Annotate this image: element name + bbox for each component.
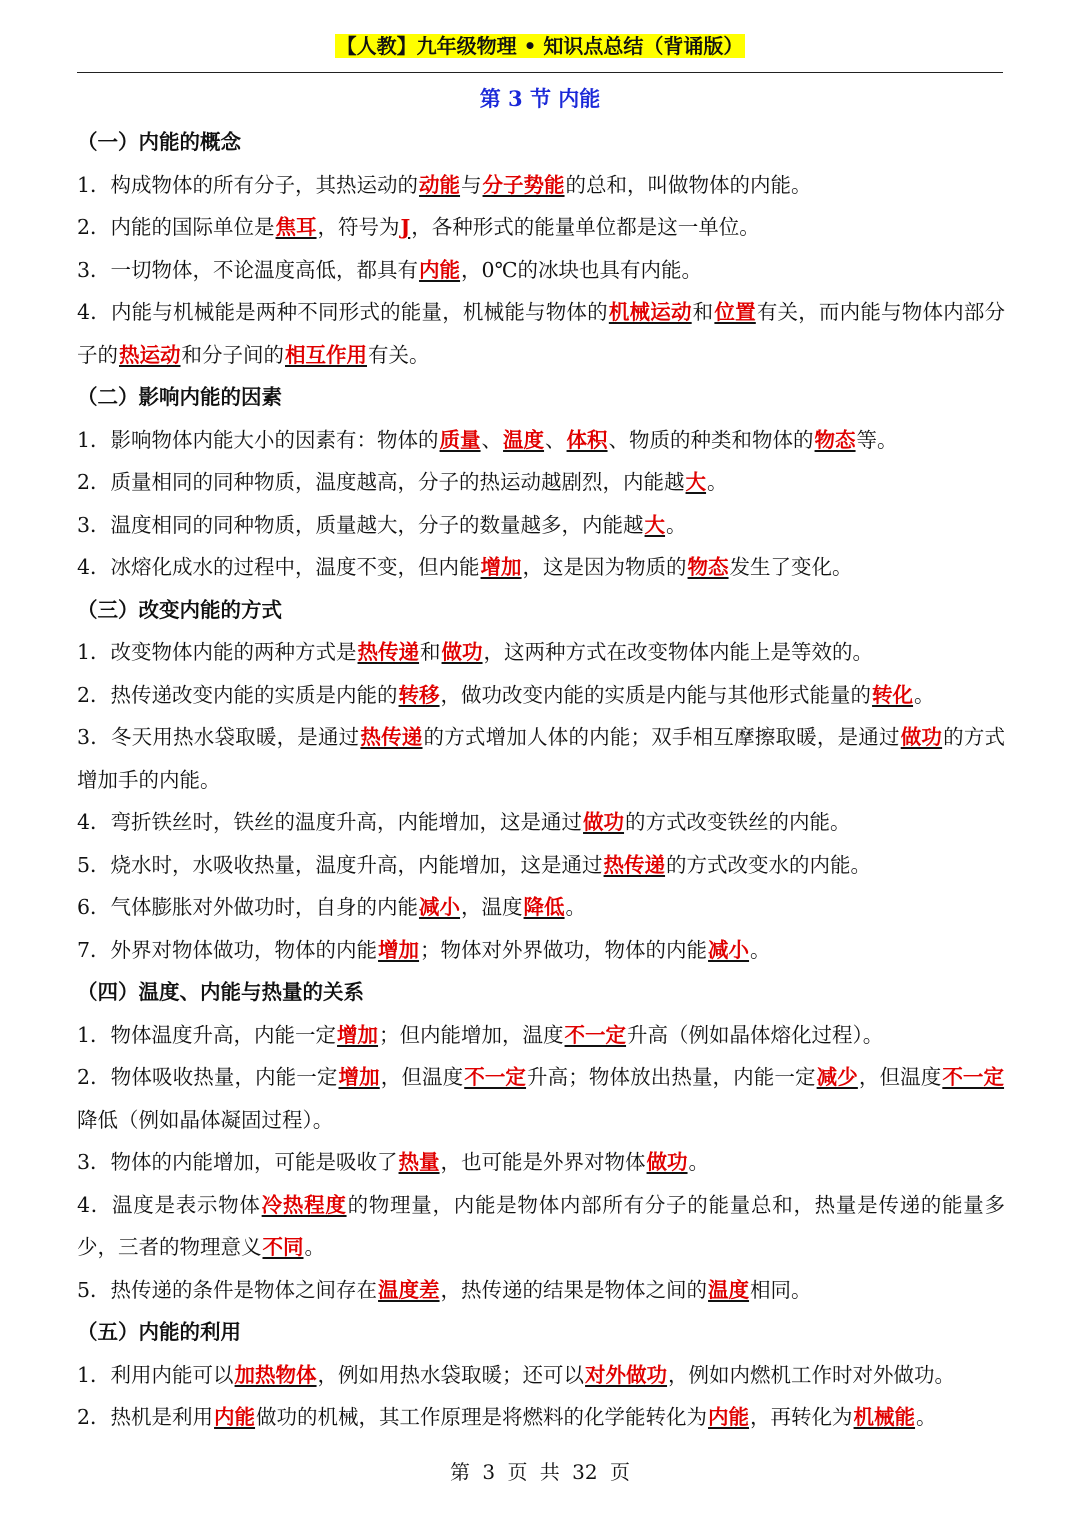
key-term: 做功 <box>583 810 625 834</box>
knowledge-point <box>77 801 1005 844</box>
point-text: ，但温度 <box>858 1065 942 1089</box>
knowledge-point <box>77 546 1005 589</box>
key-term: 物态 <box>687 555 729 579</box>
knowledge-point <box>77 716 1005 801</box>
point-text: ，这两种方式在改变物体内能上是等效的。 <box>483 640 874 664</box>
point-text: 1．改变物体内能的两种方式是 <box>77 640 357 664</box>
point-text: 、 <box>481 427 503 452</box>
key-term: 机械能 <box>853 1405 916 1429</box>
key-term: 对外做功 <box>585 1362 668 1387</box>
point-text: 。 <box>666 512 687 537</box>
point-text: ，例如内燃机工作时对外做功。 <box>668 1362 956 1387</box>
subsection-heading: （一）内能的概念 <box>77 130 241 154</box>
point-text: 1．构成物体的所有分子，其热运动的 <box>77 172 419 197</box>
key-term: 大 <box>644 512 666 537</box>
key-term: 热量 <box>398 1150 440 1174</box>
point-text: 和 <box>692 300 714 324</box>
key-term: 冷热程度 <box>261 1192 347 1217</box>
point-text: 。 <box>914 682 935 707</box>
point-text: 2．物体吸收热量，内能一定 <box>77 1065 338 1089</box>
point-text: 5．热传递的条件是物体之间存在 <box>77 1277 378 1302</box>
key-term: 不同 <box>262 1235 304 1259</box>
key-term: 做功 <box>441 640 483 664</box>
point-text: 2．热机是利用 <box>77 1405 214 1429</box>
knowledge-point <box>77 461 1005 504</box>
point-text: 。 <box>565 895 587 919</box>
point-text: 1．物体温度升高，内能一定 <box>77 1022 337 1047</box>
point-text: 有关，而内能与物体内部分子的 <box>77 300 1006 367</box>
key-term: 增加 <box>480 555 522 579</box>
point-text: ，0℃的冰块也具有内能。 <box>461 257 703 282</box>
key-term: 焦耳 <box>275 215 317 239</box>
key-term: 转移 <box>398 682 440 707</box>
knowledge-point <box>77 929 1005 972</box>
key-term: 不一定 <box>942 1065 1005 1089</box>
header-divider <box>77 72 1003 73</box>
key-term: 热传递 <box>357 640 420 664</box>
point-text: 2．内能的国际单位是 <box>77 215 275 239</box>
knowledge-point <box>77 674 1005 717</box>
key-term: 增加 <box>378 937 420 962</box>
knowledge-point <box>77 1396 1005 1439</box>
key-term: J <box>400 215 411 239</box>
knowledge-point <box>77 249 1005 292</box>
point-text: 升高（例如晶体熔化过程）。 <box>627 1022 884 1047</box>
point-text: 。 <box>916 1405 937 1429</box>
key-term: 减小 <box>419 895 461 919</box>
point-text: 的方式改变铁丝的内能。 <box>625 810 851 834</box>
point-text: 、 <box>545 427 566 452</box>
knowledge-point <box>77 504 1005 547</box>
point-text: 。 <box>707 470 728 494</box>
point-text: 4．温度是表示物体 <box>77 1192 261 1217</box>
point-text: 3．冬天用热水袋取暖，是通过 <box>77 725 360 749</box>
knowledge-point <box>77 886 1005 929</box>
knowledge-point <box>77 1354 1005 1397</box>
point-text: 7．外界对物体做功，物体的内能 <box>77 937 378 962</box>
point-text: 4．弯折铁丝时，铁丝的温度升高，内能增加，这是通过 <box>77 810 583 834</box>
subsection-heading: （三）改变内能的方式 <box>77 597 282 622</box>
key-term: 内能 <box>708 1405 750 1429</box>
knowledge-point <box>77 1184 1005 1269</box>
key-term: 减少 <box>816 1065 858 1089</box>
document-body <box>77 121 1005 1439</box>
subsection-heading: （四）温度、内能与热量的关系 <box>77 980 364 1004</box>
knowledge-point <box>77 291 1005 376</box>
key-term: 不一定 <box>464 1065 527 1089</box>
key-term: 温度 <box>503 427 545 452</box>
key-term: 机械运动 <box>608 300 692 324</box>
key-term: 热传递 <box>360 725 423 749</box>
knowledge-point <box>77 206 1005 249</box>
point-text: 相同。 <box>750 1277 812 1302</box>
key-term: 加热物体 <box>234 1362 317 1387</box>
point-text: 的物理量，内能是物体内部所有分子的能量总和，热量是传递的能量多少，三者的物理意义 <box>77 1192 1006 1259</box>
point-text: 升高；物体放出热量，内能一定 <box>527 1065 816 1089</box>
knowledge-point <box>77 1269 1005 1312</box>
point-text: 等。 <box>856 427 898 452</box>
key-term: 分子势能 <box>482 172 565 197</box>
knowledge-point <box>77 164 1005 207</box>
point-text: 1．影响物体内能大小的因素有：物体的 <box>77 427 439 452</box>
point-text: ，符号为 <box>317 215 400 239</box>
point-text: 的方式改变水的内能。 <box>666 852 872 877</box>
knowledge-point <box>77 631 1005 674</box>
point-text: 2．质量相同的同种物质，温度越高，分子的热运动越剧烈，内能越 <box>77 470 685 494</box>
point-text: ；物体对外界做功，物体的内能 <box>420 937 708 962</box>
section-title: 第 3 节 内能 <box>479 86 601 111</box>
key-term: 大 <box>685 470 707 494</box>
point-text: 3．一切物体，不论温度高低，都具有 <box>77 257 419 282</box>
point-text: ，但温度 <box>380 1065 464 1089</box>
point-text: 1．利用内能可以 <box>77 1362 234 1387</box>
key-term: 质量 <box>439 427 481 452</box>
point-text: 4．冰熔化成水的过程中，温度不变，但内能 <box>77 555 480 579</box>
point-text: 和 <box>420 640 441 664</box>
key-term: 做功 <box>900 725 943 749</box>
point-text: 3．物体的内能增加，可能是吸收了 <box>77 1150 398 1174</box>
point-text: 和分子间的 <box>181 342 284 367</box>
point-text: ，热传递的结果是物体之间的 <box>440 1277 708 1302</box>
point-text: 5．烧水时，水吸收热量，温度升高，内能增加，这是通过 <box>77 852 603 877</box>
knowledge-point <box>77 844 1005 887</box>
knowledge-point <box>77 1056 1005 1141</box>
key-term: 增加 <box>337 1022 379 1047</box>
key-term: 增加 <box>338 1065 380 1089</box>
point-text: ，各种形式的能量单位都是这一单位。 <box>411 215 760 239</box>
knowledge-point <box>77 419 1005 462</box>
point-text: 6．气体膨胀对外做功时，自身的内能 <box>77 895 419 919</box>
key-term: 动能 <box>419 172 461 197</box>
point-text: ，也可能是外界对物体 <box>440 1150 646 1174</box>
point-text: 、物质的种类和物体的 <box>608 427 814 452</box>
point-text: ，例如用热水袋取暖；还可以 <box>317 1362 585 1387</box>
key-term: 内能 <box>214 1405 256 1429</box>
subsection-heading: （五）内能的利用 <box>77 1320 241 1344</box>
point-text: 做功的机械，其工作原理是将燃料的化学能转化为 <box>256 1405 708 1429</box>
point-text: ，再转化为 <box>750 1405 853 1429</box>
key-term: 物态 <box>814 427 856 452</box>
point-text: 。 <box>750 937 771 962</box>
point-text: 与 <box>461 172 482 197</box>
key-term: 温度 <box>708 1277 750 1302</box>
point-text: 发生了变化。 <box>729 555 853 579</box>
point-text: 降低（例如晶体凝固过程）。 <box>77 1107 334 1132</box>
point-text: ，这是因为物质的 <box>522 555 687 579</box>
knowledge-point <box>77 1141 1005 1184</box>
point-text: ，温度 <box>461 895 523 919</box>
subsection-heading: （二）影响内能的因素 <box>77 385 282 409</box>
key-term: 转化 <box>872 682 914 707</box>
key-term: 热传递 <box>603 852 666 877</box>
point-text: 4．内能与机械能是两种不同形式的能量，机械能与物体的 <box>77 300 608 324</box>
key-term: 不一定 <box>564 1022 627 1047</box>
point-text: 有关。 <box>368 342 430 367</box>
point-text: 。 <box>304 1235 325 1259</box>
key-term: 相互作用 <box>285 342 367 367</box>
key-term: 体积 <box>566 427 608 452</box>
key-term: 降低 <box>523 895 565 919</box>
key-term: 做功 <box>646 1150 688 1174</box>
point-text: 的方式增加人体的内能；双手相互摩擦取暖，是通过 <box>423 725 900 749</box>
point-text: 2．热传递改变内能的实质是内能的 <box>77 682 398 707</box>
document-header <box>0 32 1080 60</box>
key-term: 内能 <box>419 257 461 282</box>
knowledge-point <box>77 1014 1005 1057</box>
page-footer: 第 3 页 共 32 页 <box>450 1460 630 1484</box>
point-text: 3．温度相同的同种物质，质量越大，分子的数量越多，内能越 <box>77 512 644 537</box>
key-term: 温度差 <box>378 1277 440 1302</box>
key-term: 位置 <box>714 300 756 324</box>
point-text: ，做功改变内能的实质是内能与其他形式能量的 <box>440 682 872 707</box>
point-text: 的总和，叫做物体的内能。 <box>565 172 812 197</box>
point-text: 。 <box>688 1150 710 1174</box>
key-term: 热运动 <box>119 342 181 367</box>
point-text: ；但内能增加，温度 <box>379 1022 564 1047</box>
header-title: 【人教】九年级物理 • 知识点总结（背诵版） <box>336 34 744 58</box>
point-text: 的方式增加手的内能。 <box>77 725 1006 792</box>
key-term: 减小 <box>708 937 750 962</box>
